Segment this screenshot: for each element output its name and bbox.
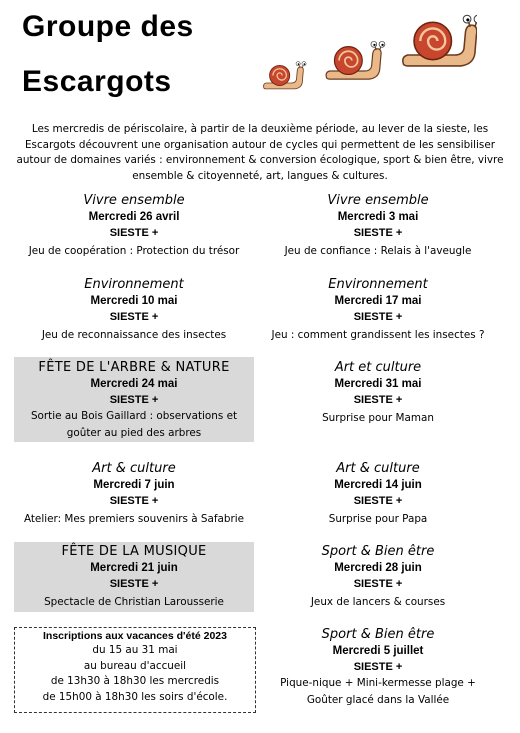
session-block: [258, 626, 498, 709]
session-theme: Sport & Bien être: [321, 627, 435, 642]
session-activity: Atelier: Mes premiers souvenirs à Safabrie: [23, 513, 245, 525]
page-title-line2: Escargots: [22, 65, 172, 98]
inscriptions-box: [14, 627, 256, 713]
snail-icon: [403, 15, 477, 66]
session-activity: Goûter glacé dans la Vallée: [306, 694, 450, 706]
session-theme: Environnement: [84, 277, 184, 292]
session-sieste: SIESTE +: [353, 661, 403, 673]
session-sieste: SIESTE +: [109, 578, 159, 590]
session-theme: Art & culture: [336, 461, 420, 476]
session-date: Mercredi 10 mai: [90, 295, 178, 307]
inscriptions-line: de 15h00 à 18h30 les soirs d'école.: [42, 690, 228, 703]
inscriptions-line: de 13h30 à 18h30 les mercredis: [50, 675, 220, 687]
session-block: [258, 460, 498, 528]
session-date: Mercredi 7 juin: [93, 479, 175, 491]
session-theme: FÊTE DE LA MUSIQUE: [61, 544, 207, 559]
session-block: [14, 460, 254, 528]
session-date: Mercredi 17 mai: [334, 295, 422, 307]
session-date: Mercredi 31 mai: [334, 378, 422, 390]
session-sieste: SIESTE +: [109, 394, 159, 406]
session-theme: Art et culture: [334, 360, 422, 375]
snail-icon: [264, 62, 307, 89]
session-block-highlight: [14, 542, 254, 612]
session-sieste: SIESTE +: [353, 227, 403, 239]
session-activity: Pique-nique + Mini-kermesse plage +: [280, 677, 476, 689]
session-date: Mercredi 21 juin: [90, 562, 178, 574]
session-theme: Art & culture: [92, 461, 176, 476]
session-sieste: SIESTE +: [353, 495, 403, 507]
session-activity: Surprise pour Papa: [328, 513, 428, 525]
session-activity: Jeu de reconnaissance des insectes: [41, 329, 227, 341]
inscriptions-line: au bureau d'accueil: [83, 659, 187, 672]
session-block: [14, 192, 254, 260]
intro-paragraph: Les mercredis de périscolaire, à partir de la deuxième période, au lever de la sieste, les Escargots découvrent une organisation autour de cycles qui permettent de les sensibiliser autour de domaines variés : environnement & conversion écologique, sport & bien être, vivre ensemble & citoyenneté, art, langues & cultures.: [16, 123, 504, 182]
session-theme: FÊTE DE L'ARBRE & NATURE: [38, 360, 230, 375]
session-theme: Vivre ensemble: [327, 193, 429, 208]
session-theme: Environnement: [328, 277, 428, 292]
session-block: [258, 359, 498, 427]
session-theme: Vivre ensemble: [83, 193, 185, 208]
session-date: Mercredi 26 avril: [88, 211, 180, 223]
session-activity: Jeu de confiance : Relais à l'aveugle: [284, 245, 472, 257]
session-date: Mercredi 14 juin: [334, 479, 422, 491]
session-sieste: SIESTE +: [109, 311, 159, 323]
session-activity: Jeux de lancers & courses: [310, 596, 446, 608]
session-activity: Surprise pour Maman: [322, 412, 434, 424]
session-block: [258, 192, 498, 260]
session-activity: Jeu : comment grandissent les insectes ?: [271, 329, 485, 341]
session-theme: Sport & Bien être: [321, 544, 435, 559]
session-block-highlight: [14, 357, 254, 442]
session-date: Mercredi 3 mai: [337, 211, 419, 223]
session-date: Mercredi 24 mai: [90, 378, 178, 390]
snails-illustration: [262, 14, 477, 104]
session-sieste: SIESTE +: [109, 227, 159, 239]
page-title-line1: Groupe des: [22, 10, 194, 43]
session-activity: goûter au pied des arbres: [66, 427, 202, 439]
session-activity: Sortie au Bois Gaillard : observations et: [30, 410, 238, 422]
snail-icon: [326, 41, 385, 79]
session-block: [258, 276, 498, 344]
session-sieste: SIESTE +: [109, 495, 159, 507]
inscriptions-line: du 15 au 31 mai: [92, 644, 178, 656]
session-sieste: SIESTE +: [353, 394, 403, 406]
session-date: Mercredi 28 juin: [334, 562, 422, 574]
session-block: [14, 276, 254, 344]
session-activity: Spectacle de Christian Larousserie: [44, 596, 224, 608]
session-sieste: SIESTE +: [353, 578, 403, 590]
inscriptions-heading: Inscriptions aux vacances d'été 2023: [42, 630, 227, 642]
session-activity: Jeu de coopération : Protection du trésor: [28, 245, 240, 257]
session-block: [258, 543, 498, 611]
session-date: Mercredi 5 juillet: [332, 645, 424, 657]
session-sieste: SIESTE +: [353, 311, 403, 323]
